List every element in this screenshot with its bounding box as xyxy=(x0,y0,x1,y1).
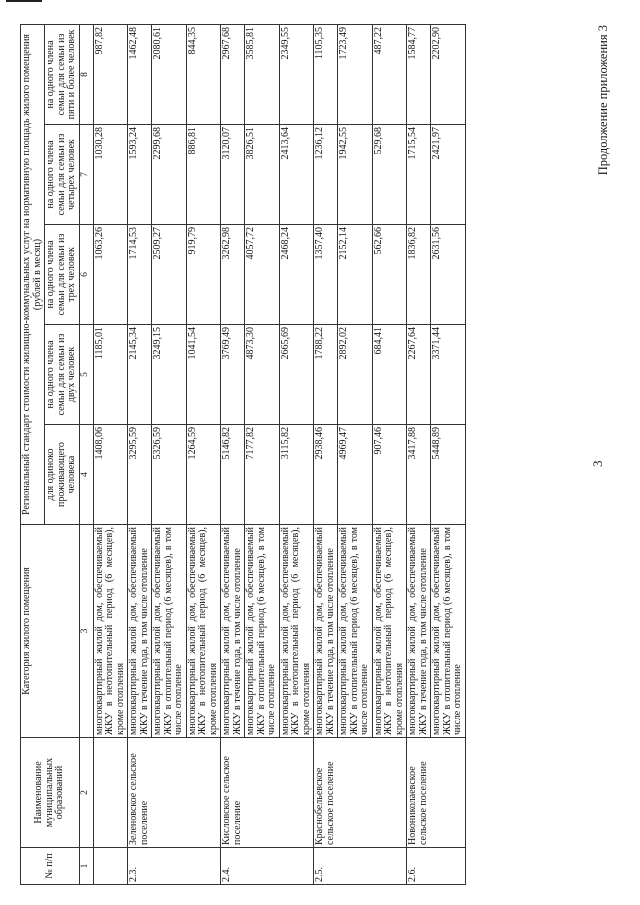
table-row xyxy=(314,24,338,884)
cell-value: 3262,98 xyxy=(221,225,245,325)
cell-value: 2631,56 xyxy=(431,225,466,325)
cell-value: 1185,01 xyxy=(93,325,128,425)
cell-value: 3115,82 xyxy=(279,425,314,525)
col-number: 1 xyxy=(79,848,93,885)
cell-no: 2.3. xyxy=(128,848,221,885)
cell-name xyxy=(93,738,128,848)
cell-value: 1584,77 xyxy=(407,24,431,124)
cell-category: многоквартирный жилой дом, обеспечиваемый ЖКУ в отопительный период (6 месяцев), в том числе отопление xyxy=(152,525,187,738)
table-row xyxy=(221,24,245,884)
cell-municipality-name: Краснобельевское сельское поселение xyxy=(314,738,407,848)
cell-value: 2892,02 xyxy=(338,325,373,425)
cell-value: 2421,97 xyxy=(431,125,466,225)
header-category: Категория жилого помещения xyxy=(21,525,80,738)
cell-municipality-name: Кисловское сельское поселение xyxy=(221,738,314,848)
page-number: 3 xyxy=(590,460,605,467)
cell-value: 3769,49 xyxy=(221,325,245,425)
cell-value: 3295,59 xyxy=(128,425,152,525)
header-sub-5: на одного члена семьи для семьи из пяти и более человек xyxy=(45,24,80,124)
cell-value: 4969,47 xyxy=(338,425,373,525)
cell-value: 2468,24 xyxy=(279,225,314,325)
cell-value: 1105,35 xyxy=(314,24,338,124)
cell-value: 2267,64 xyxy=(407,325,431,425)
cell-value: 2509,27 xyxy=(152,225,187,325)
col-number: 4 xyxy=(79,425,93,525)
table-row xyxy=(93,24,128,884)
cell-value: 2665,69 xyxy=(279,325,314,425)
header-sub-2: на одного члена семьи для семьи из двух человек xyxy=(45,325,80,425)
scan-mark xyxy=(6,0,42,2)
col-number: 5 xyxy=(79,325,93,425)
cell-value: 562,66 xyxy=(372,225,407,325)
cell-value: 5326,59 xyxy=(152,425,187,525)
header-no: № п/п xyxy=(21,848,80,885)
column-number-row xyxy=(79,24,93,884)
cell-value: 3417,88 xyxy=(407,425,431,525)
cell-value: 1264,59 xyxy=(186,425,221,525)
cell-category: многоквартирный жилой дом, обеспечиваемый ЖКУ в течение года, в том числе отопление xyxy=(407,525,431,738)
cell-value: 4873,30 xyxy=(245,325,280,425)
cell-value: 2967,68 xyxy=(221,24,245,124)
header-standard: Региональный стандарт стоимости жилищно-коммунальных услуг на нормативную площадь жилого помещения (рублей в месяц) xyxy=(21,24,45,524)
cell-value: 7177,82 xyxy=(245,425,280,525)
cell-category: многоквартирный жилой дом, обеспечиваемый ЖКУ в отопительный период (6 месяцев), в том числе отопление xyxy=(431,525,466,738)
cell-value: 1714,53 xyxy=(128,225,152,325)
cell-value: 1723,49 xyxy=(338,24,373,124)
cell-value: 5146,82 xyxy=(221,425,245,525)
cell-value: 919,79 xyxy=(186,225,221,325)
col-number: 6 xyxy=(79,225,93,325)
cell-category: многоквартирный жилой дом, обеспечиваемый ЖКУ в отопительный период (6 месяцев), в том числе отопление xyxy=(245,525,280,738)
cell-value: 5448,89 xyxy=(431,425,466,525)
cell-value: 4057,72 xyxy=(245,225,280,325)
table-row xyxy=(407,24,431,884)
cell-no: 2.5. xyxy=(314,848,407,885)
cell-category: многоквартирный жилой дом, обеспечиваемый ЖКУ в отопительный период (6 месяцев), в том числе отопление xyxy=(338,525,373,738)
continuation-label: Продолжение приложения 3 xyxy=(596,25,610,176)
cell-category: многоквартирный жилой дом, обеспечиваемый ЖКУ в неотопительный период (6 месяцев), кроме отопления xyxy=(279,525,314,738)
cell-value: 1715,54 xyxy=(407,125,431,225)
cell-value: 2299,68 xyxy=(152,125,187,225)
standards-table xyxy=(20,24,466,885)
cell-value: 3120,07 xyxy=(221,125,245,225)
cell-category: многоквартирный жилой дом, обеспечиваемый ЖКУ в неотопительный период (6 месяцев), кроме отопления xyxy=(93,525,128,738)
cell-value: 1063,26 xyxy=(93,225,128,325)
cell-value: 2349,55 xyxy=(279,24,314,124)
header-sub-3: на одного члена семьи для семьи из трех человек xyxy=(45,225,80,325)
cell-value: 1357,40 xyxy=(314,225,338,325)
rotated-page xyxy=(20,25,620,885)
cell-value: 1408,06 xyxy=(93,425,128,525)
cell-value: 487,22 xyxy=(372,24,407,124)
table-row xyxy=(128,24,152,884)
cell-category: многоквартирный жилой дом, обеспечиваемый ЖКУ в течение года, в том числе отопление xyxy=(221,525,245,738)
cell-value: 3826,51 xyxy=(245,125,280,225)
cell-category: многоквартирный жилой дом, обеспечиваемый ЖКУ в неотопительный период (6 месяцев), кроме отопления xyxy=(186,525,221,738)
cell-value: 2202,90 xyxy=(431,24,466,124)
cell-municipality-name: Зеленовское сельское поселение xyxy=(128,738,221,848)
header-sub-1: для одиноко проживающего человека xyxy=(45,425,80,525)
cell-no: 2.4. xyxy=(221,848,314,885)
cell-value: 1030,28 xyxy=(93,125,128,225)
cell-value: 844,35 xyxy=(186,24,221,124)
cell-value: 2413,64 xyxy=(279,125,314,225)
cell-value: 1942,55 xyxy=(338,125,373,225)
col-number: 3 xyxy=(79,525,93,738)
cell-value: 3249,15 xyxy=(152,325,187,425)
cell-municipality-name: Новониколаевское сельское поселение xyxy=(407,738,466,848)
cell-category: многоквартирный жилой дом, обеспечиваемый ЖКУ в течение года, в том числе отопление xyxy=(128,525,152,738)
col-number: 7 xyxy=(79,125,93,225)
col-number: 8 xyxy=(79,24,93,124)
header-name: Наименование муниципальных образований xyxy=(21,738,80,848)
header-sub-4: на одного члена семьи для семьи из четырех человек xyxy=(45,125,80,225)
cell-value: 3585,81 xyxy=(245,24,280,124)
cell-value: 529,68 xyxy=(372,125,407,225)
cell-value: 886,81 xyxy=(186,125,221,225)
cell-value: 987,82 xyxy=(93,24,128,124)
cell-value: 2080,61 xyxy=(152,24,187,124)
col-number: 2 xyxy=(79,738,93,848)
cell-value: 1236,12 xyxy=(314,125,338,225)
cell-value: 1788,22 xyxy=(314,325,338,425)
cell-no xyxy=(93,848,128,885)
cell-value: 1593,24 xyxy=(128,125,152,225)
cell-value: 2152,14 xyxy=(338,225,373,325)
cell-value: 3371,44 xyxy=(431,325,466,425)
cell-value: 2145,34 xyxy=(128,325,152,425)
cell-value: 1836,82 xyxy=(407,225,431,325)
header-row-1 xyxy=(21,24,45,884)
cell-category: многоквартирный жилой дом, обеспечиваемый ЖКУ в неотопительный период (6 месяцев), кроме отопления xyxy=(372,525,407,738)
cell-value: 1462,48 xyxy=(128,24,152,124)
cell-value: 2938,46 xyxy=(314,425,338,525)
cell-no: 2.6. xyxy=(407,848,466,885)
cell-value: 1041,54 xyxy=(186,325,221,425)
cell-value: 907,46 xyxy=(372,425,407,525)
cell-value: 684,41 xyxy=(372,325,407,425)
cell-category: многоквартирный жилой дом, обеспечиваемый ЖКУ в течение года, в том числе отопление xyxy=(314,525,338,738)
